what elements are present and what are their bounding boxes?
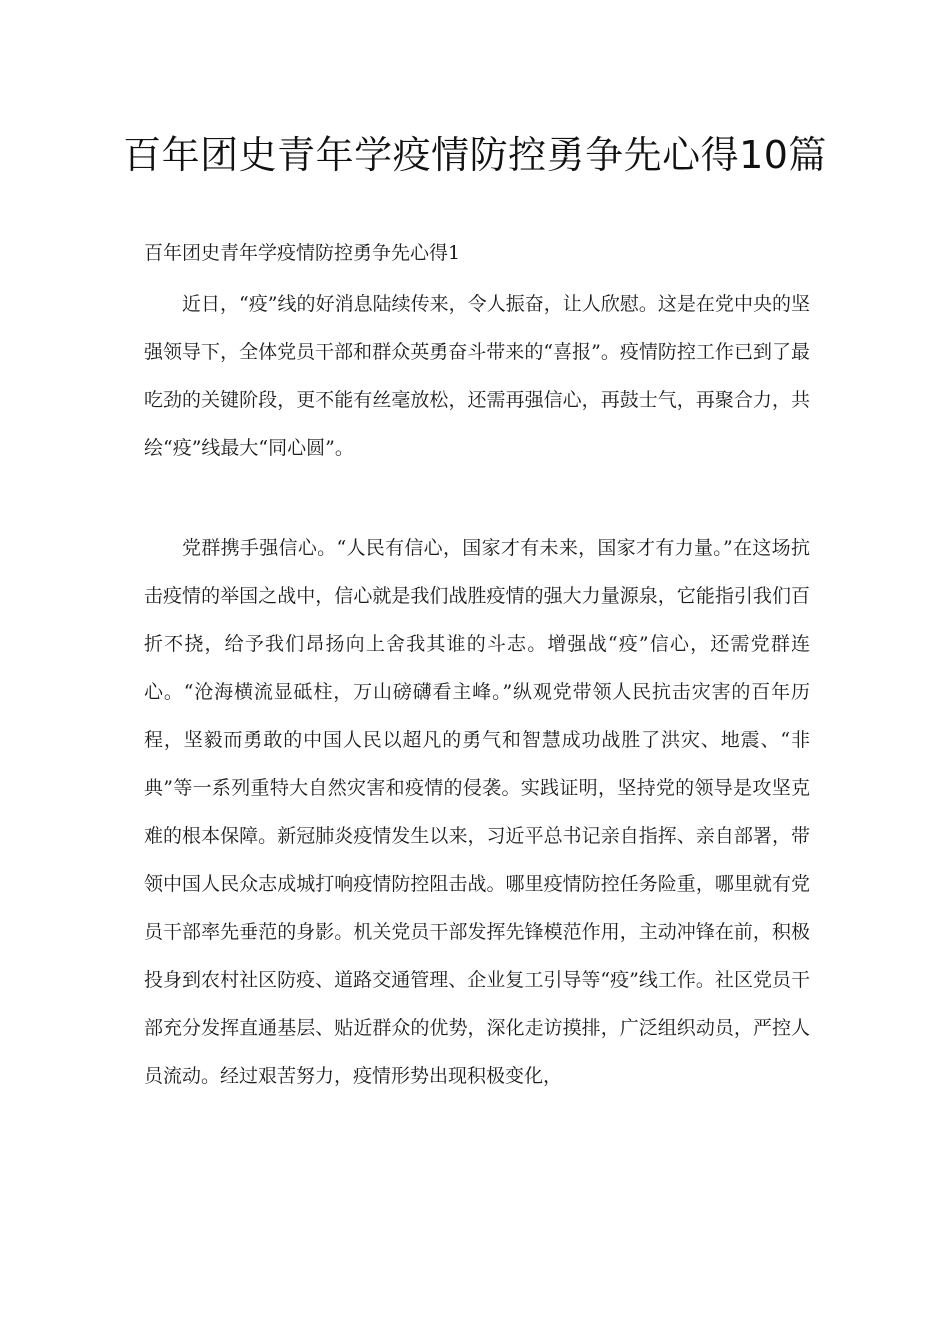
- body-paragraph: 党群携手强信心。“人民有信心，国家才有未来，国家才有力量。”在这场抗击疫情的举国之战中，信心就是我们战胜疫情的强大力量源泉，它能指引我们百折不挠，给予我们昂扬向上舍我其谁的斗志。增强战“疫”信心，还需党群连心。“沧海横流显砥柱，万山磅礴看主峰。”纵观党带领人民抗击灾害的百年历程，坚毅而勇敢的中国人民以超凡的勇气和智慧成功战胜了洪灾、地震、“非典”等一系列重特大自然灾害和疫情的侵袭。实践证明，坚持党的领导是攻坚克难的根本保障。新冠肺炎疫情发生以来，习近平总书记亲自指挥、亲自部署，带领中国人民众志成城打响疫情防控阻击战。哪里疫情防控任务险重，哪里就有党员干部率先垂范的身影。机关党员干部发挥先锋模范作用，主动冲锋在前，积极投身到农村社区防疫、道路交通管理、企业复工引导等“疫”线工作。社区党员干部充分发挥直通基层、贴近群众的优势，深化走访摸排，广泛组织动员，严控人员流动。经过艰苦努力，疫情形势出现积极变化，: [144, 537, 810, 1087]
- body-paragraph: 近日，“疫”线的好消息陆续传来，令人振奋，让人欣慰。这是在党中央的坚强领导下，全体党员干部和群众英勇奋斗带来的“喜报”。疫情防控工作已到了最吃劲的关键阶段，更不能有丝毫放松，还需再强信心，再鼓士气，再聚合力，共绘“疫”线最大“同心圆”。: [144, 293, 810, 459]
- section-heading: 百年团史青年学疫情防控勇争先心得1: [144, 242, 461, 264]
- document-title: 百年团史青年学疫情防控勇争先心得10篇: [123, 133, 827, 177]
